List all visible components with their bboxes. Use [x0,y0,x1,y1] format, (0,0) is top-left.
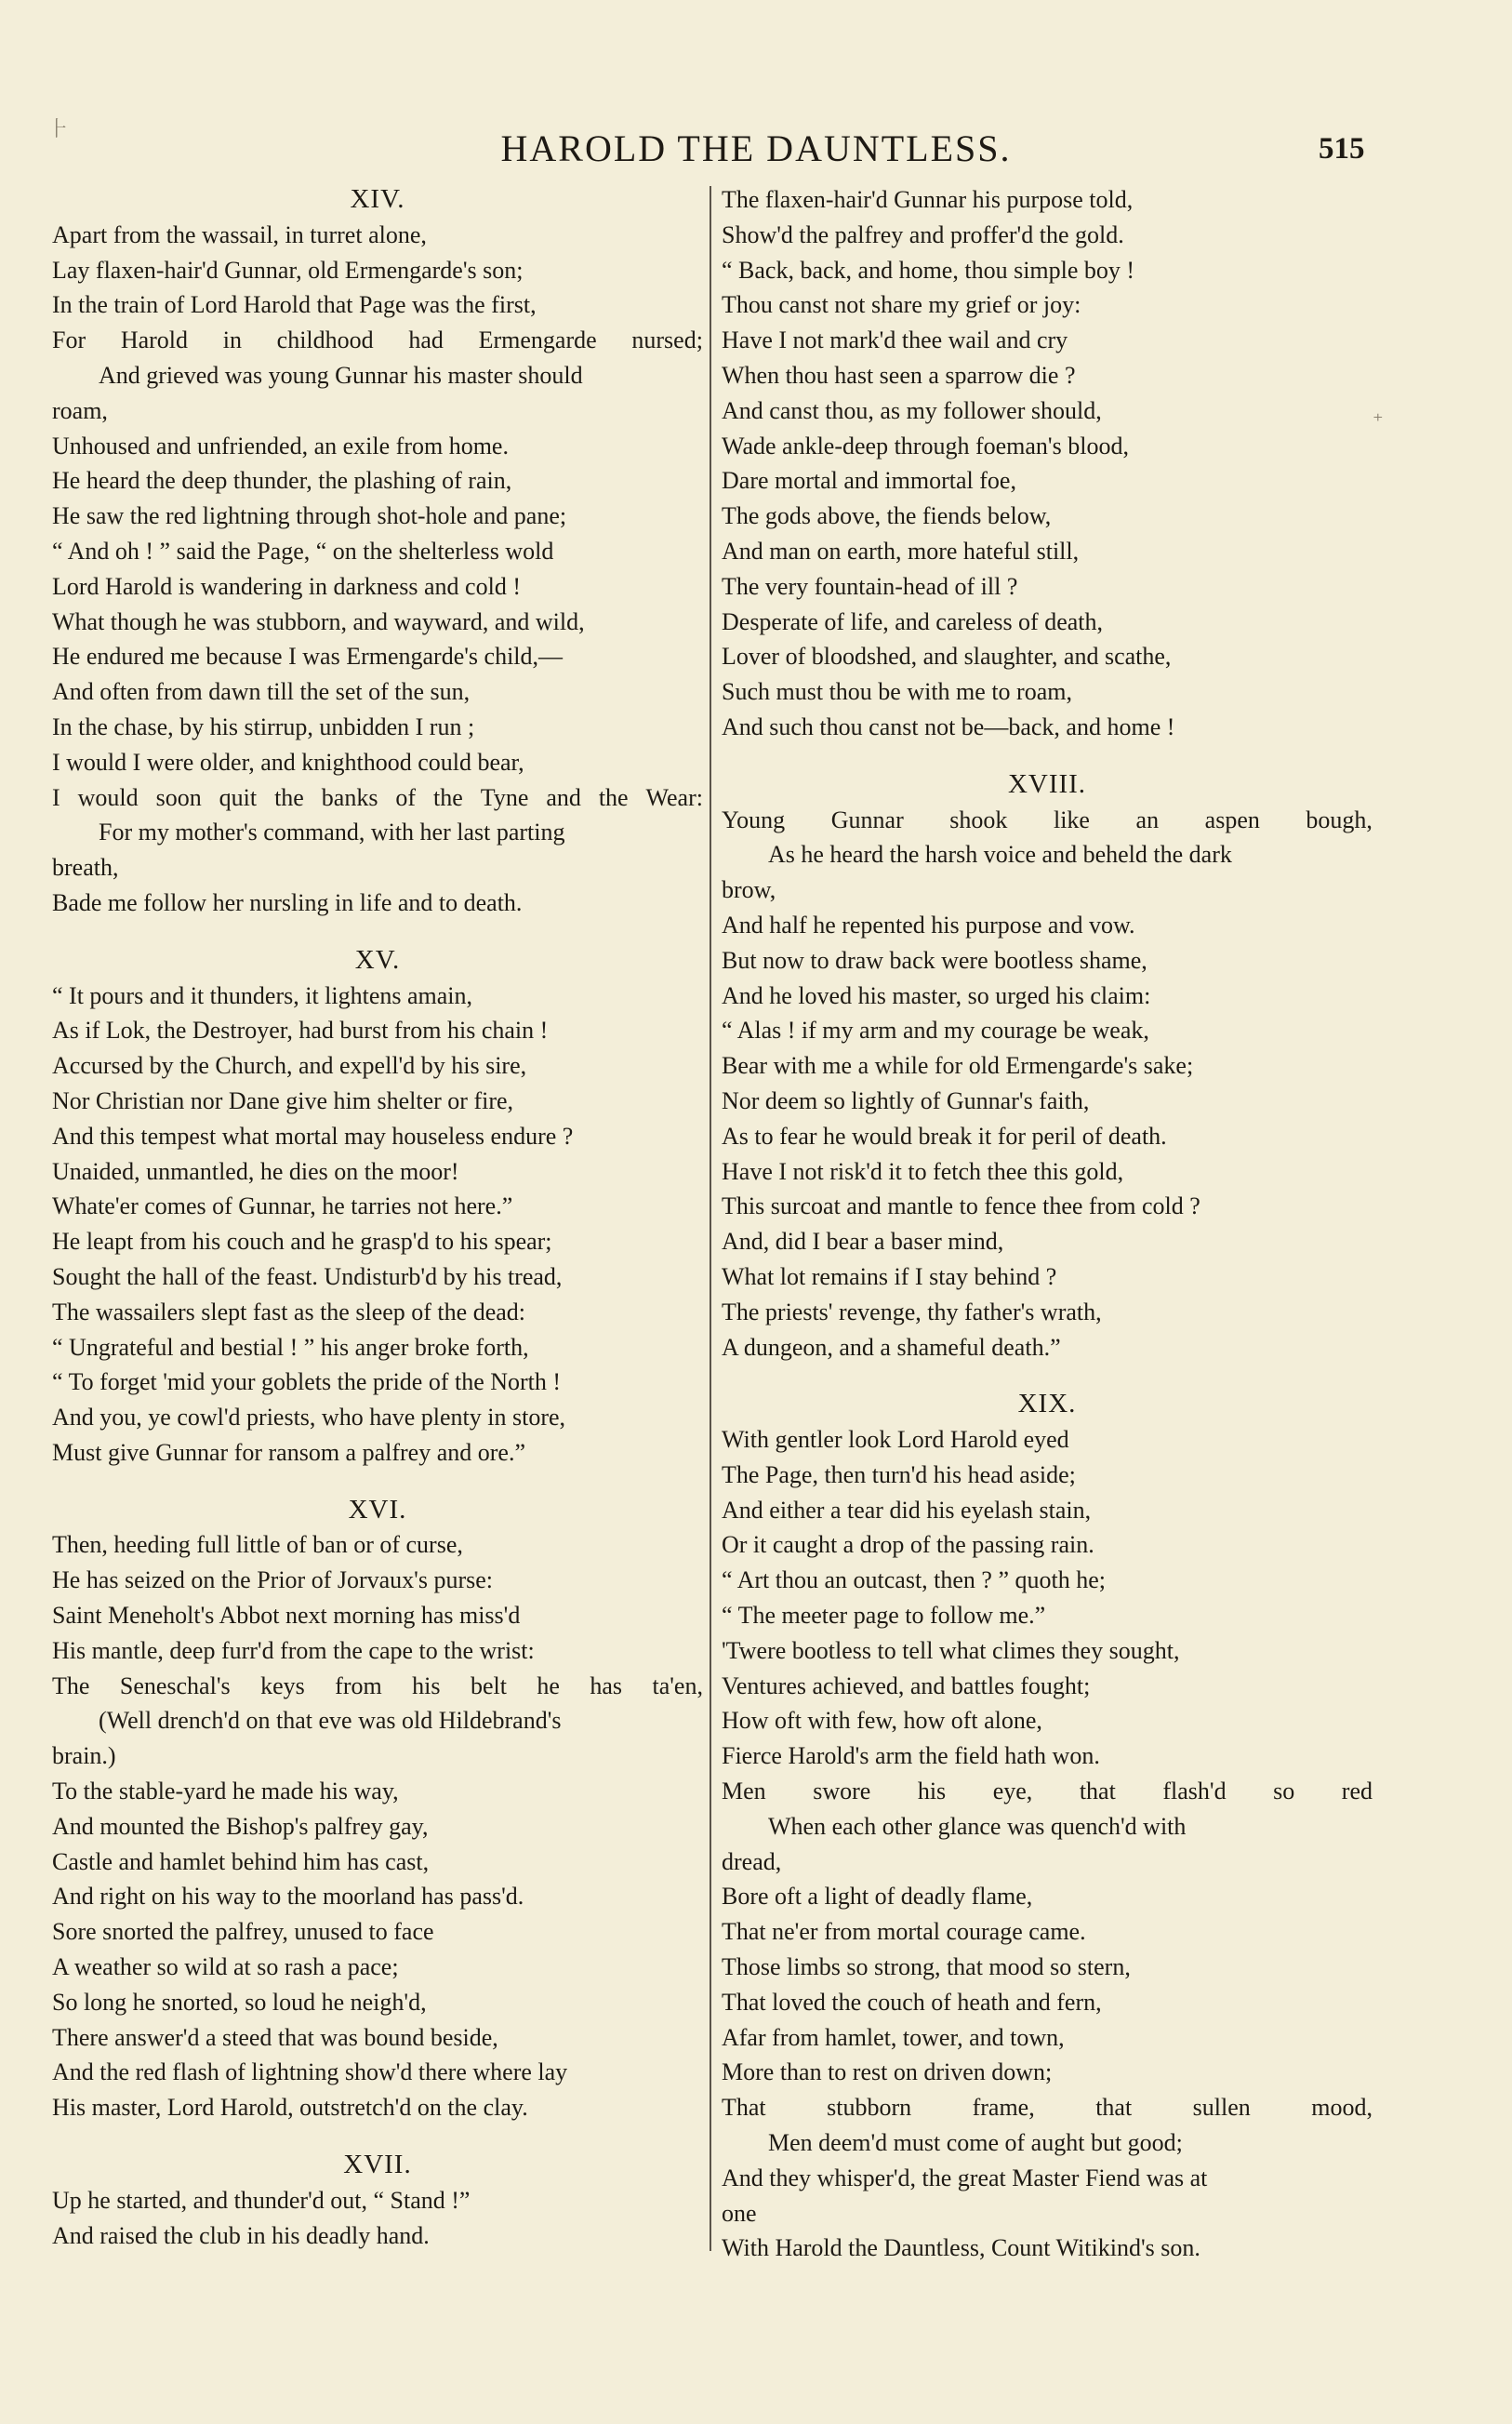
verse-line: Bore oft a light of deadly flame, [722,1883,1033,1911]
stanza-heading-xix: XIX. [1017,1389,1077,1419]
verse-line: Dare mortal and immortal foe, [722,467,1016,495]
verse-line: brow, [722,876,776,904]
verse-line: When each other glance was quench'd with [768,1812,1187,1840]
verse-line: What lot remains if I stay behind ? [722,1262,1057,1290]
verse-line: His master, Lord Harold, outstretch'd on the clay. [52,2094,528,2122]
verse-line: And grieved was young Gunnar his master should [99,361,583,389]
stanza-xvi [52,1527,703,2125]
stanza-xvii [52,2183,703,2254]
verse-line: Wade ankle-deep through foeman's blood, [722,432,1129,459]
verse-line: A dungeon, and a shameful death.” [722,1333,1061,1361]
verse-line: Bear with me a while for old Ermengarde's sake; [722,1052,1194,1080]
verse-line: Lay flaxen-hair'd Gunnar, old Ermengarde's son; [52,256,524,284]
verse-line: For Harold in childhood had Ermengarde nursed; [52,326,703,354]
verse-line: Castle and hamlet behind him has cast, [52,1847,430,1875]
verse-line: As he heard the harsh voice and beheld the dark [768,841,1232,869]
verse-line: Apart from the wassail, in turret alone, [52,220,427,248]
verse-line: The flaxen-hair'd Gunnar his purpose told, [722,186,1134,213]
verse-line: Or it caught a drop of the passing rain. [722,1531,1094,1559]
verse-line: He leapt from his couch and he grasp'd to his spear; [52,1228,552,1256]
verse-line: In the train of Lord Harold that Page was the first, [52,291,537,319]
verse-line: Desperate of life, and careless of death, [722,607,1104,635]
verse-line: Unhoused and unfriended, an exile from home. [52,432,509,459]
right-column [722,182,1373,2266]
verse-line: “ The meeter page to follow me.” [722,1602,1046,1630]
verse-line: “ Alas ! if my arm and my courage be weak, [722,1017,1149,1045]
verse-line: He endured me because I was Ermengarde's child,— [52,643,564,671]
verse-line: A weather so wild at so rash a pace; [52,1953,399,1981]
verse-line: “ It pours and it thunders, it lightens amain, [52,981,473,1009]
verse-line: “ Art thou an outcast, then ? ” quoth he; [722,1566,1107,1594]
verse-line: In the chase, by his stirrup, unbidden I run ; [52,713,475,740]
verse-line: Sought the hall of the feast. Undisturb'd by his tread, [52,1262,563,1290]
verse-line: How oft with few, how oft alone, [722,1707,1042,1735]
verse-line: The Seneschal's keys from his belt he has ta'en, [52,1671,703,1699]
verse-line: Lord Harold is wandering in darkness and cold ! [52,572,521,600]
verse-line: Nor deem so lightly of Gunnar's faith, [722,1086,1090,1114]
verse-line: (Well drench'd on that eve was old Hildebrand's [99,1707,562,1735]
verse-line: That stubborn frame, that sullen mood, [722,2094,1373,2122]
verse-line: Young Gunnar shook like an aspen bough, [722,806,1373,833]
verse-line: As if Lok, the Destroyer, had burst from his chain ! [52,1017,549,1045]
verse-line: And raised the club in his deadly hand. [52,2221,430,2249]
verse-line: Ventures achieved, and battles fought; [722,1671,1091,1699]
stanza-xviii [722,803,1373,1365]
margin-mark: ⁺ [1373,409,1384,433]
verse-line: He heard the deep thunder, the plashing of rain, [52,467,512,495]
verse-line: And the red flash of lightning show'd there where lay [52,2058,568,2086]
verse-line: And such thou canst not be—back, and home ! [722,713,1175,740]
verse-line: Men swore his eye, that flash'd so red [722,1778,1373,1805]
verse-line: More than to rest on driven down; [722,2058,1053,2086]
verse-line: Sore snorted the palfrey, unused to face [52,1918,434,1946]
verse-line: He saw the red lightning through shot-hole and pane; [52,502,567,530]
verse-line: His mantle, deep furr'd from the cape to the wrist: [52,1636,535,1664]
verse-line: And mounted the Bishop's palfrey gay, [52,1812,429,1840]
verse-line: And half he repented his purpose and vow. [722,911,1135,939]
verse-line: Have I not mark'd thee wail and cry [722,326,1068,354]
verse-line: What though he was stubborn, and wayward, and wild, [52,607,585,635]
verse-line: Then, heeding full little of ban or of curse, [52,1531,463,1559]
verse-line: That loved the couch of heath and fern, [722,1988,1102,2016]
verse-line: And man on earth, more hateful still, [722,537,1080,565]
verse-line: Men deem'd must come of aught but good; [768,2129,1183,2157]
verse-line: When thou hast seen a sparrow die ? [722,361,1076,389]
verse-line: And you, ye cowl'd priests, who have plenty in store, [52,1404,566,1432]
verse-line: Up he started, and thunder'd out, “ Stand !” [52,2186,471,2214]
stanza-heading-xv: XV. [354,944,401,975]
stanza-heading-xvii: XVII. [343,2150,412,2180]
running-title: HAROLD THE DAUNTLESS. [500,127,1012,169]
verse-line: But now to draw back were bootless shame, [722,946,1147,974]
stanza-xix [722,1422,1373,2266]
verse-line: Lover of bloodshed, and slaughter, and scathe, [722,643,1172,671]
verse-line: As to fear he would break it for peril of death. [722,1122,1167,1150]
verse-line: dread, [722,1847,782,1875]
verse-line: And either a tear did his eyelash stain, [722,1496,1092,1524]
stanza-heading-xiv: XIV. [350,184,405,214]
verse-line: Those limbs so strong, that mood so stern, [722,1953,1131,1981]
verse-line: And he loved his master, so urged his claim: [722,981,1151,1009]
verse-line: And canst thou, as my follower should, [722,396,1102,424]
verse-line: So long he snorted, so loud he neigh'd, [52,1988,427,2016]
verse-line: And right on his way to the moorland has pass'd. [52,1883,524,1911]
verse-line: The very fountain-head of ill ? [722,572,1018,600]
verse-line: Saint Meneholt's Abbot next morning has miss'd [52,1602,521,1630]
verse-line: There answer'd a steed that was bound beside, [52,2023,498,2051]
verse-line: And they whisper'd, the great Master Fiend was at [722,2164,1208,2191]
verse-line: brain.) [52,1742,116,1770]
verse-line: “ Back, back, and home, thou simple boy ! [722,256,1135,284]
verse-line: Afar from hamlet, tower, and town, [722,2023,1065,2051]
stanza-xv [52,979,703,1471]
verse-line: The wassailers slept fast as the sleep of the dead: [52,1298,525,1325]
verse-line: Fierce Harold's arm the field hath won. [722,1742,1100,1770]
stanza-heading-xviii: XVIII. [1007,768,1087,799]
verse-line: I would I were older, and knighthood could bear, [52,748,524,776]
verse-line: And, did I bear a baser mind, [722,1228,1004,1256]
verse-line: The gods above, the fiends below, [722,502,1052,530]
verse-line: “ To forget 'mid your goblets the pride of the North ! [52,1368,562,1396]
verse-line: “ And oh ! ” said the Page, “ on the shelterless wold [52,537,554,565]
stanza-heading-xvi: XVI. [348,1494,407,1525]
stanza-xvii-continued [722,182,1373,745]
verse-line: The priests' revenge, thy father's wrath, [722,1298,1102,1325]
left-column [52,182,703,2253]
verse-line: Unaided, unmantled, he dies on the moor! [52,1157,459,1185]
verse-line: Thou canst not share my grief or joy: [722,291,1081,319]
verse-line: The Page, then turn'd his head aside; [722,1460,1076,1488]
verse-line: breath, [52,854,119,882]
verse-line: Nor Christian nor Dane give him shelter or fire, [52,1086,514,1114]
page-number: 515 [1319,132,1365,166]
verse-line: I would soon quit the banks of the Tyne and the Wear: [52,783,703,811]
verse-line: That ne'er from mortal courage came. [722,1918,1086,1946]
verse-line: “ Ungrateful and bestial ! ” his anger broke forth, [52,1333,529,1361]
verse-line: For my mother's command, with her last parting [99,819,565,846]
verse-line: This surcoat and mantle to fence thee from cold ? [722,1192,1200,1220]
verse-line: Whate'er comes of Gunnar, he tarries not here.” [52,1192,513,1220]
verse-line: Accursed by the Church, and expell'd by his sire, [52,1052,527,1080]
verse-line: Have I not risk'd it to fetch thee this gold, [722,1157,1124,1185]
verse-line: He has seized on the Prior of Jorvaux's purse: [52,1566,494,1594]
verse-line: To the stable-yard he made his way, [52,1778,399,1805]
verse-line: With Harold the Dauntless, Count Witikind's son. [722,2234,1200,2262]
column-divider [710,186,711,2251]
verse-line: Such must thou be with me to roam, [722,678,1072,706]
verse-line: 'Twere bootless to tell what climes they sought, [722,1636,1180,1664]
verse-line: roam, [52,396,108,424]
verse-line: Show'd the palfrey and proffer'd the gold. [722,220,1124,248]
verse-line: Bade me follow her nursling in life and to death. [52,888,523,916]
verse-line: one [722,2199,757,2227]
verse-line: And often from dawn till the set of the sun, [52,678,471,706]
stanza-xiv [52,218,703,921]
verse-line: And this tempest what mortal may houseless endure ? [52,1122,574,1150]
corner-mark: ⺊ [48,117,70,140]
verse-line: With gentler look Lord Harold eyed [722,1426,1069,1454]
verse-line: Must give Gunnar for ransom a palfrey and ore.” [52,1438,525,1466]
